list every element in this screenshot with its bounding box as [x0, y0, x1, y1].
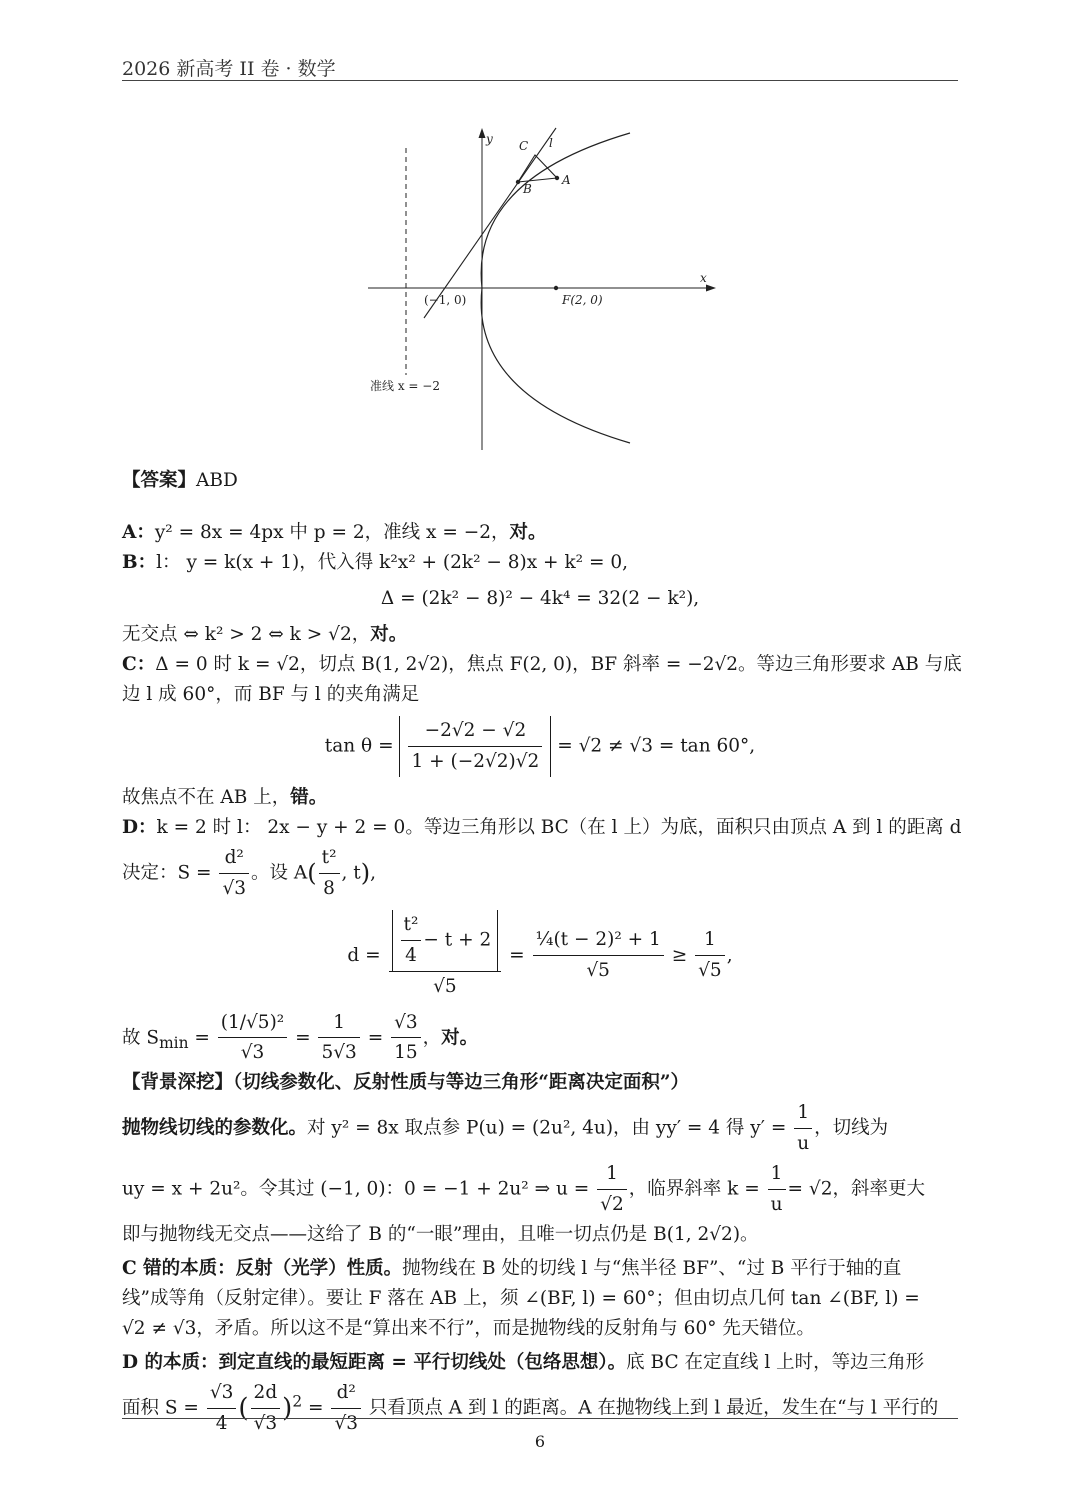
smin-fraction-2 — [318, 1008, 359, 1069]
p1-f1-num: 1 — [794, 1098, 812, 1129]
option-b-verdict: 对。 — [370, 623, 408, 645]
option-d-line1 — [122, 813, 962, 843]
smin-num-3: √3 — [391, 1008, 421, 1039]
p3-fraction-1 — [207, 1378, 237, 1439]
area-formula-prefix: 决定：S = — [122, 862, 212, 884]
p3-equals: = — [308, 1397, 324, 1419]
distance-num-3: 1 — [695, 925, 725, 956]
header-rule — [122, 80, 958, 81]
tan-denominator: 1 + (−2√2)√2 — [411, 750, 540, 772]
p1-text-d: ，临界斜率 k = — [628, 1178, 760, 1200]
x-axis-label: x — [700, 271, 707, 285]
point-minus1-label: (−1, 0) — [424, 293, 467, 307]
option-b-equation: Δ = (2k² − 8)² − 4k⁴ = 32(2 − k²), — [380, 587, 700, 609]
p1-text-c: uy = x + 2u²。令其过 (−1, 0)：0 = −1 + 2u² ⇒ u = — [122, 1178, 590, 1200]
smin-num-2: 1 — [318, 1008, 359, 1039]
p3-square: 2 — [292, 1392, 303, 1411]
background-p1-line1 — [122, 1098, 958, 1159]
option-b-conclusion: 无交点 ⇔ k² > 2 ⇔ k > √2， — [122, 623, 371, 645]
line-l-label: l — [549, 136, 553, 150]
smin-line: 故 $S_{min}$ = $\frac{\text{(1/√5)²}}{√3}$ = $\frac{1}{5√3}$ = $\frac{√3}{15}$ ，对。 — [122, 1008, 958, 1069]
option-b-line3 — [122, 620, 958, 650]
smin-den-3: 15 — [394, 1042, 418, 1064]
distance-lhs: d = — [347, 944, 381, 966]
point-a-label: A — [562, 173, 571, 187]
background-p2-line2: 线”成等角（反射定律）。要让 F 落在 AB 上，须 ∠(BF, l) = 60°；但由切点几何 tan ∠(BF, l) = — [122, 1288, 920, 1310]
directrix-label: 准线 x = −2 — [370, 379, 440, 393]
distance-fraction-3 — [695, 925, 725, 986]
option-c-verdict: 错。 — [290, 786, 328, 808]
focus-label: F(2, 0) — [562, 293, 603, 307]
area-den: √3 — [222, 877, 247, 899]
smin-num-1: (1/√5)² — [218, 1008, 287, 1039]
p1-f2-num: 1 — [597, 1159, 627, 1190]
area-num: d² — [219, 843, 249, 874]
option-a-verdict: 对。 — [509, 521, 547, 543]
p2-text-a: 抛物线在 B 处的切线 l 与“焦半径 BF”、“过 B 平行于轴的直 — [402, 1258, 902, 1280]
distance-abs — [392, 910, 499, 971]
option-c-tag: C： — [122, 653, 156, 675]
tan-theta-lhs: tan θ = — [324, 735, 394, 757]
option-c-text: Δ = 0 时 k = √2，切点 B(1, 2√2)，焦点 F(2, 0)，BF 斜率 = −2√2。等边三角形要求 AB 与底 — [155, 653, 962, 675]
distance-den-3: √5 — [698, 960, 722, 982]
point-a-num: t² — [319, 843, 340, 874]
option-d-text: k = 2 时 l： 2x − y + 2 = 0。等边三角形以 BC（在 l 上）为底，面积只由顶点 A 到 l 的距离 d — [156, 816, 962, 838]
answer-label: 【答案】 — [122, 470, 197, 491]
point-c-label: C — [519, 139, 529, 153]
p3-text-a: 底 BC 在定直线 l 上时，等边三角形 — [626, 1352, 925, 1374]
point-a-den: 8 — [323, 877, 335, 899]
option-c-equation — [122, 716, 958, 777]
y-axis-label: y — [486, 132, 493, 146]
background-p3-line2: 面积 S = $\frac{√3}{4}$ ( $\frac{2d}{√3}$ )$^2$ = $\frac{\text{d²}}{√3}$ 只看顶点 A 到 l 的距离。A 在抛物线上到 l 最近，发生在“与 l 平行的 — [122, 1378, 958, 1439]
point-a-fraction — [319, 843, 340, 904]
option-d-tag: D： — [122, 816, 157, 838]
p3-fraction-3 — [331, 1378, 361, 1439]
distance-num-1 — [389, 910, 502, 972]
p1-text-e: = √2，斜率更大 — [787, 1178, 925, 1200]
distance-den-2: √5 — [586, 960, 610, 982]
option-b-tag: B： — [122, 551, 157, 573]
distance-tail: , — [726, 944, 733, 966]
inner-tail: − t + 2 — [423, 929, 492, 951]
point-b-label: B — [523, 182, 532, 196]
smin-fraction-1 — [218, 1008, 287, 1069]
p3-f3-num: d² — [331, 1378, 361, 1409]
option-b-line1 — [122, 548, 958, 578]
answer-value: ABD — [196, 470, 238, 491]
background-p1-line3: 即与抛物线无交点——这给了 B 的“一眼”理由，且唯一切点仍是 B(1, 2√2)。 — [122, 1224, 759, 1246]
page-header: 2026 新高考 II 卷 · 数学 — [122, 58, 336, 80]
distance-equation: d = $\frac{\text{t²}}{4}$ − t + 2 √5 = $\frac{\text{¼(t − 2)² + 1}}{√5}$ ≥ $\frac{1}{√5}$ , — [122, 910, 958, 1002]
p3-f2-den: √3 — [253, 1413, 278, 1435]
area-fraction — [219, 843, 249, 904]
tan-numerator: −2√2 − √2 — [408, 716, 542, 747]
p1-f3-den: u — [770, 1194, 783, 1216]
p3-prefix: 面积 S = — [122, 1397, 199, 1419]
tan-fraction — [408, 716, 542, 777]
p3-heading: D 的本质：到定直线的最短距离 = 平行切线处（包络思想）。 — [122, 1352, 627, 1374]
p3-f1-num: √3 — [207, 1378, 237, 1409]
distance-fraction-1 — [389, 910, 502, 1002]
answer-line — [122, 466, 958, 496]
option-c-conclusion: 故焦点不在 AB 上， — [122, 786, 291, 808]
p1-f1-den: u — [797, 1133, 810, 1155]
p1-fraction-1 — [794, 1098, 812, 1159]
background-p3-line1 — [122, 1348, 958, 1378]
p3-text-c: 只看顶点 A 到 l 的距离。A 在抛物线上到 l 最近，发生在“与 l 平行的 — [368, 1397, 939, 1419]
p1-fraction-2 — [597, 1159, 627, 1220]
solution-body — [122, 466, 962, 1439]
page-number: 6 — [534, 1432, 546, 1451]
point-a-tail: , t — [341, 862, 361, 884]
p3-f1-den: 4 — [215, 1413, 228, 1435]
p1-fraction-3 — [768, 1159, 786, 1220]
option-a — [122, 518, 958, 548]
p3-fraction-2 — [251, 1378, 281, 1439]
smin-den-2: 5√3 — [321, 1042, 357, 1064]
p1-f2-den: √2 — [600, 1194, 624, 1216]
background-p2-line3: √2 ≠ √3，矛盾。所以这不是“算出来不行”，而是抛物线的反射角与 60° 先天错位。 — [122, 1318, 815, 1340]
smin-subscript: min — [159, 1033, 189, 1052]
smin-den-1: √3 — [240, 1042, 265, 1064]
p1-text-a: 对 y² = 8x 取点参 P(u) = (2u², 4u)，由 yy′ = 4 得 y′ = — [307, 1117, 787, 1139]
ge-sign: ≥ — [671, 944, 688, 966]
option-c-line1 — [122, 650, 962, 680]
abs-value-bars — [399, 716, 551, 777]
option-a-tag: A： — [122, 521, 155, 543]
smin-prefix: 故 S — [122, 1026, 160, 1048]
option-c-line3 — [122, 783, 958, 813]
tan-theta-rhs: = √2 ≠ √3 = tan 60°, — [557, 735, 756, 757]
background-title: 【背景深挖】（切线参数化、反射性质与等边三角形“距离决定面积”） — [122, 1072, 690, 1094]
distance-den-1: √5 — [433, 975, 457, 997]
option-d-verdict: 对。 — [441, 1026, 479, 1048]
option-d-line2: 决定：S = $\frac{\text{d²}}{√3}$ 。设 A( $\frac{\text{t²}}{8}$ , t), — [122, 843, 958, 904]
distance-num-2: ¼(t − 2)² + 1 — [533, 925, 664, 956]
distance-fraction-2 — [533, 925, 664, 986]
smin-fraction-3 — [391, 1008, 421, 1069]
option-b-text: l： y = k(x + 1)，代入得 k²x² + (2k² − 8)x + k² = 0, — [156, 551, 628, 573]
background-p2-line1 — [122, 1254, 958, 1284]
footer-rule — [122, 1418, 958, 1419]
p1-f3-num: 1 — [768, 1159, 786, 1190]
point-a-prefix: 。设 A — [251, 862, 308, 884]
background-p1-line2 — [122, 1159, 958, 1220]
p1-text-b: ，切线为 — [814, 1117, 889, 1139]
p1-heading: 抛物线切线的参数化。 — [122, 1117, 308, 1139]
inner-fraction — [401, 910, 422, 971]
parabola-figure — [360, 118, 730, 458]
option-c-line2: 边 l 成 60°，而 BF 与 l 的夹角满足 — [122, 683, 420, 705]
inner-num: t² — [401, 910, 422, 941]
inner-den: 4 — [405, 944, 417, 966]
option-a-text: y² = 8x = 4px 中 p = 2，准线 x = −2， — [154, 521, 510, 543]
p3-f2-num: 2d — [251, 1378, 281, 1409]
p3-f3-den: √3 — [334, 1413, 358, 1435]
p2-heading: C 错的本质：反射（光学）性质。 — [122, 1258, 403, 1280]
